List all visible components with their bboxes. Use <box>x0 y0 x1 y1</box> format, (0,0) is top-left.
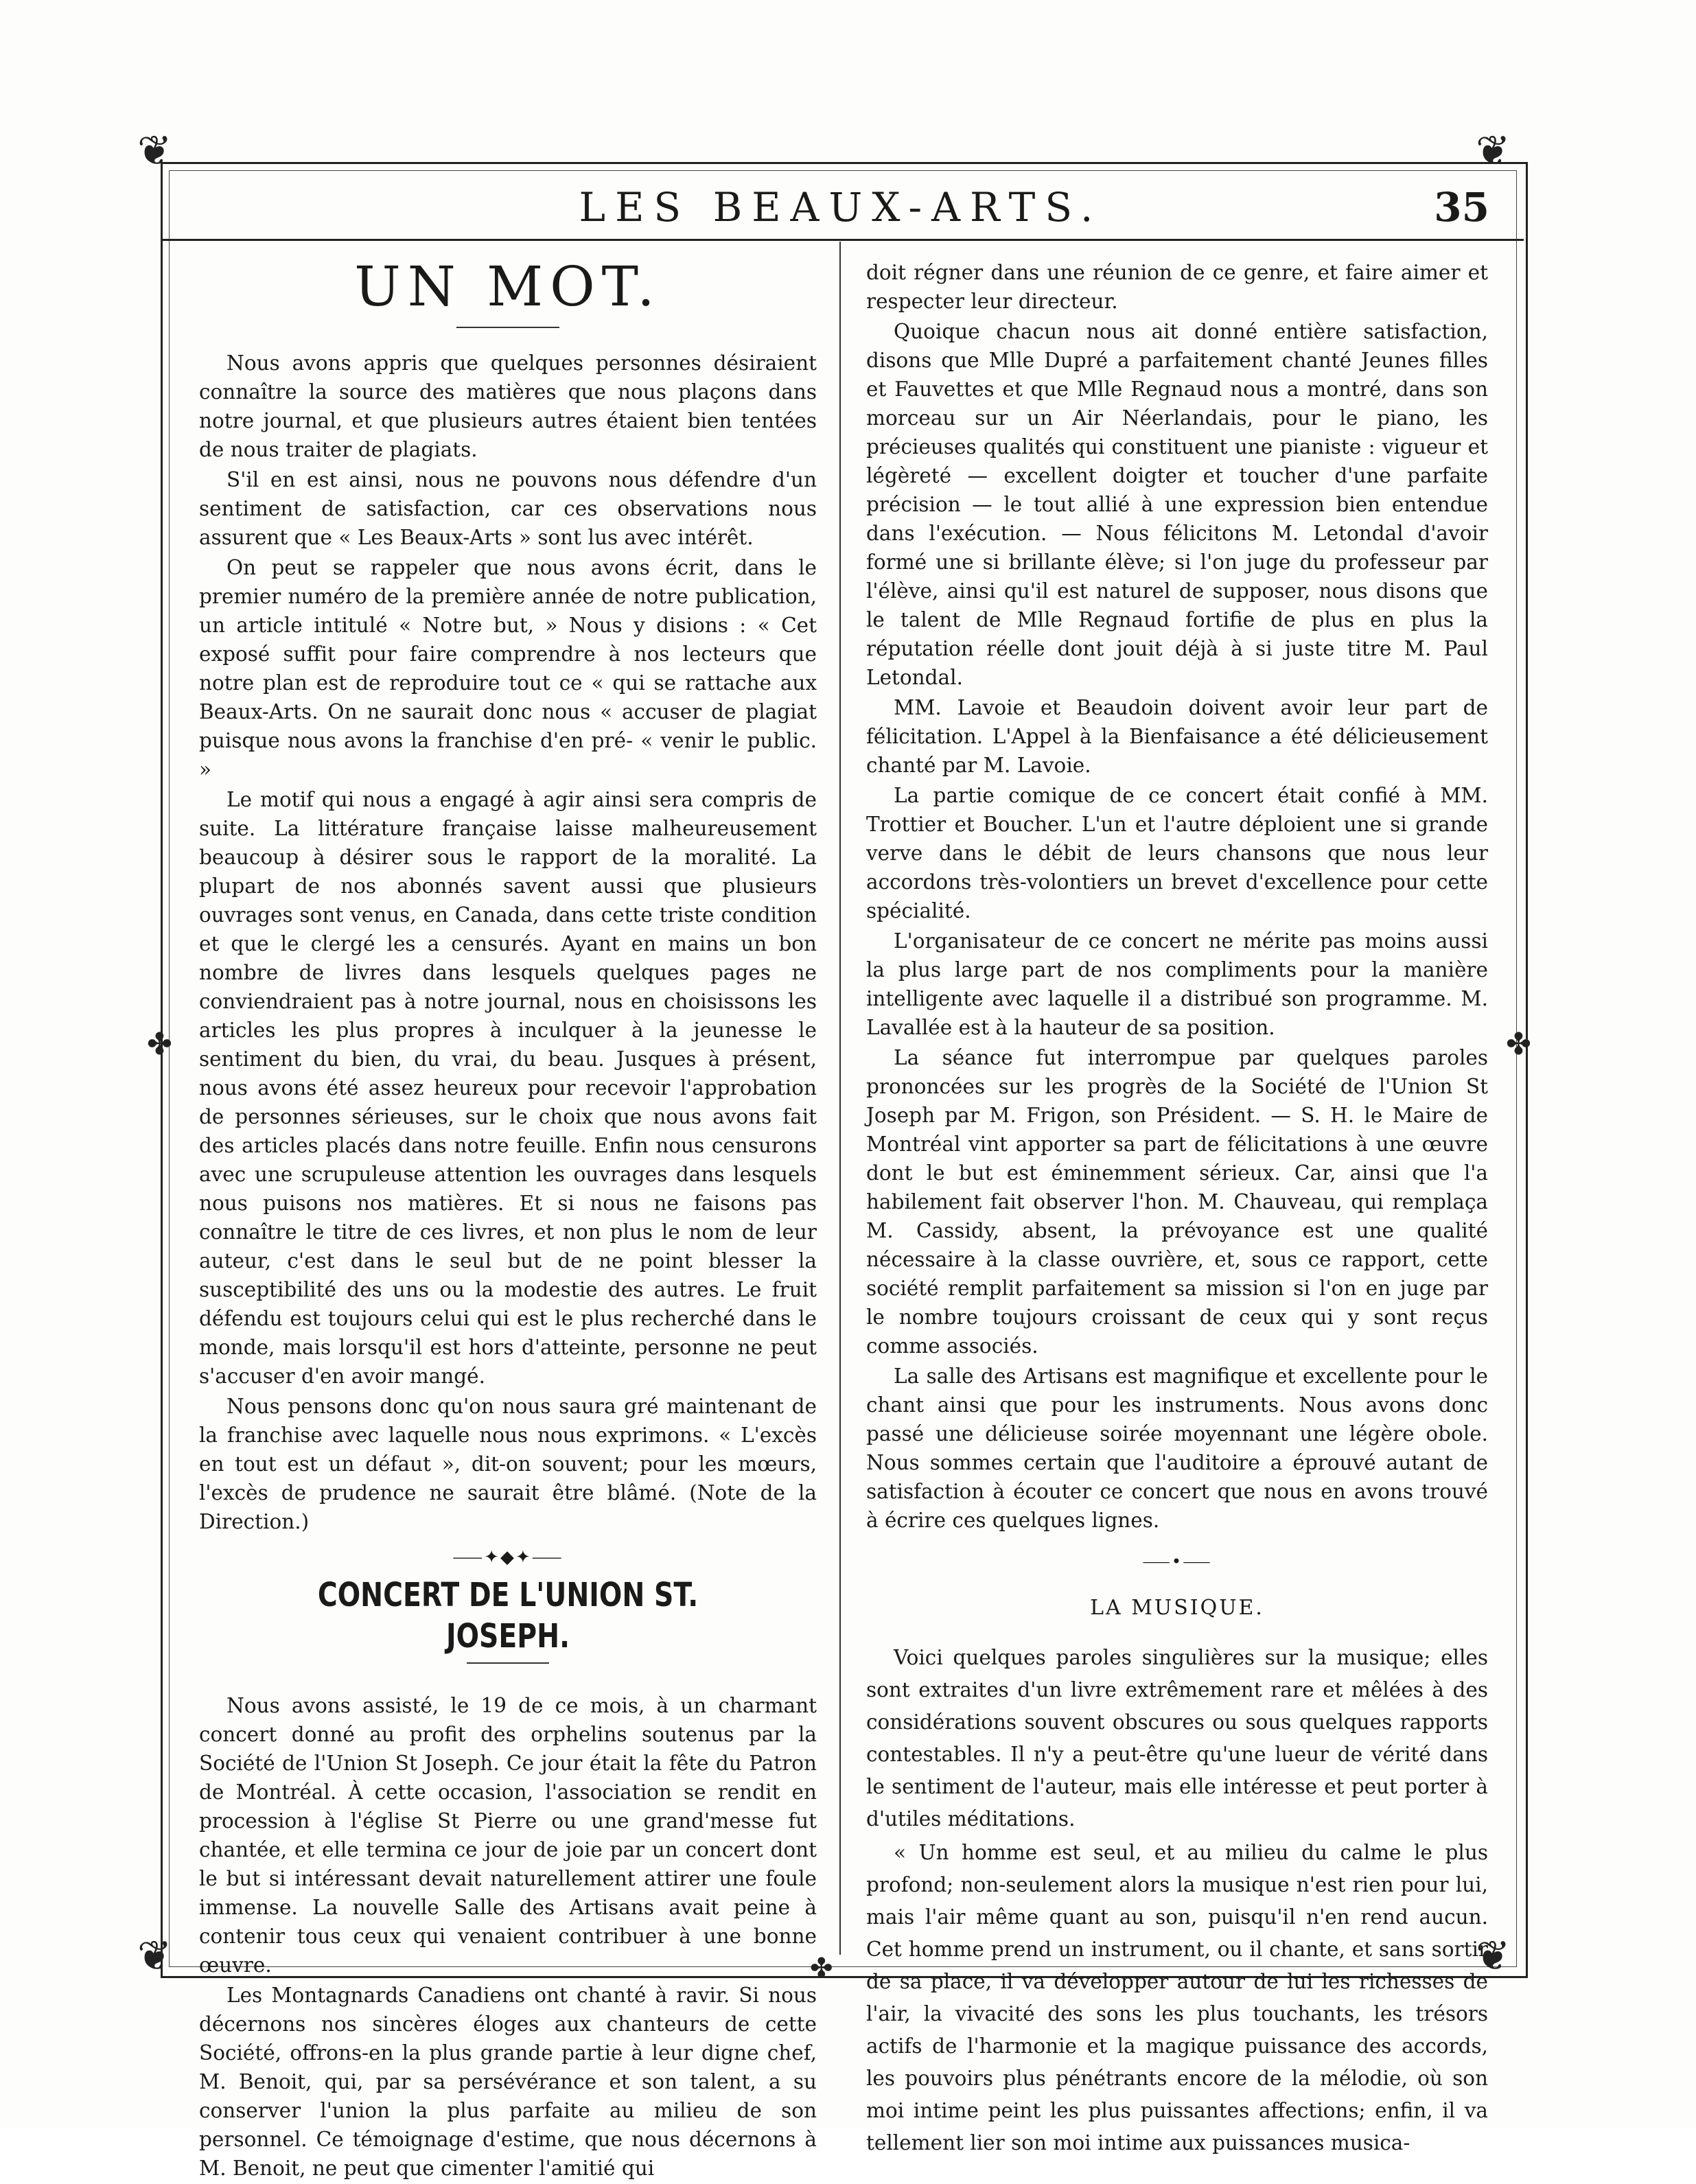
section-separator-icon: ⸺•⸺ <box>1142 1552 1212 1571</box>
article-paragraph: La séance fut interrompue par quelques paroles prononcées sur les progrès de la Société de l'Union St Joseph par M. Frigon, son Président. — S. H. le Maire de Montréal vint apporter sa part de félicitations à une œuvre dont le but est éminemment sérieux. Car, ainsi que l'a habilement fait observer l'hon. M. Chauveau, qui remplaça M. Cassidy, absent, la prévoyance est une qualité nécessaire à la classe ouvrière, et, sous ce rapport, cette société remplit parfaitement sa mission si l'on en juge par le nombre toujours croissant de ceux qui y sont reçus comme associés. <box>866 1046 1488 1358</box>
side-ornament-icon: ✤ <box>1506 1027 1531 1062</box>
article-paragraph: La salle des Artisans est magnifique et excellente pour le chant ainsi que pour les instruments. Nous avons donc passé une délicieuse soirée moyennant une légère obole. Nous sommes certain que l'auditoire a éprouvé autant de satisfaction à écouter ce concert que nous en avons trouvé à écrire ces quelques lignes. <box>866 1364 1488 1532</box>
article-paragraph: Voici quelques paroles singulières sur la musique; elles sont extraites d'un livre extrêmement rare et mêlées à des considérations souvent obscures ou sous quelques rapports contestables. Il n'y a peut-être qu'une lueur de vérité dans le sentiment de l'auteur, mais elle intéresse et peut porter à d'utiles méditations. <box>866 1646 1488 1831</box>
article-title-la-musique: LA MUSIQUE. <box>1090 1596 1264 1620</box>
column-divider <box>839 242 841 1955</box>
corner-ornament-icon: ❦ <box>137 1932 172 1980</box>
page-number: 35 <box>1434 184 1489 231</box>
title-rule <box>467 1662 549 1664</box>
article-paragraph: Les Montagnards Canadiens ont chanté à ravir. Si nous décernons nos sincères éloges aux chanteurs de cette Société, offrons-en la plus grande partie à leur digne chef, M. Benoit, qui, par sa persévérance et son talent, a su conserver l'union la plus parfaite au milieu de son personnel. Ce témoignage d'estime, que nous décernons à M. Benoit, ne peut que cimenter l'amitié qui <box>199 1984 817 2180</box>
corner-ornament-icon: ❦ <box>1476 127 1511 175</box>
journal-title: LES BEAUX-ARTS. <box>579 184 1103 231</box>
corner-ornament-icon: ❦ <box>137 127 172 175</box>
article-paragraph: Nous avons appris que quelques personnes désiraient connaître la source des matières que nous plaçons dans notre journal, et que plusieurs autres étaient bien tentées de nous traiter de plagiats. <box>199 351 817 461</box>
title-rule <box>456 327 559 328</box>
article-title-concert: CONCERT DE L'UNION ST. JOSEPH. <box>317 1576 699 1656</box>
bottom-ornament-icon: ✤ <box>810 1953 833 1984</box>
left-column <box>199 254 817 2184</box>
article-paragraph: Le motif qui nous a engagé à agir ainsi sera compris de suite. La littérature française laisse malheureusement beaucoup à désirer sous le rapport de la moralité. La plupart de nos abonnés savent aussi que plusieurs ouvrages sont venus, en Canada, dans cette triste condition et que le clergé les a censurés. Ayant en mains un bon nombre de livres dans lesquels quelques pages ne conviendraient pas à notre journal, nous en choisissons les articles les plus propres à inculquer à la jeunesse le sentiment du bien, du vrai, du beau. Jusques à présent, nous avons été assez heureux pour recevoir l'approbation de personnes sérieuses, sur le choix que nous avons fait des articles placés dans notre feuille. Enfin nous censurons avec une scrupuleuse attention les ouvrages dans lesquels nous puisons nos matières. Et si nous ne faisons pas connaître le titre de ces livres, et non plus le nom de leur auteur, c'est dans le seul but de ne point blesser la susceptibilité des uns ou la modestie des autres. Le fruit défendu est toujours celui qui est le plus recherché dans le monde, mais lorsqu'il est hors d'atteinte, personne ne peut s'accuser d'en avoir mangé. <box>199 788 817 1388</box>
right-column <box>866 258 1488 2161</box>
article-paragraph: On peut se rappeler que nous avons écrit, dans le premier numéro de la première année de notre publication, un article intitulé « Notre but, » Nous y disions : « Cet exposé suffit pour faire comprendre à nos lecteurs que notre plan est de reproduire tout ce « qui se rattache aux Beaux-Arts. On ne saurait donc nous « accuser de plagiat puisque nous avons la franchise d'en pré- « venir le public. » <box>199 556 817 781</box>
article-title-un-mot: UN MOT. <box>354 255 662 318</box>
article-paragraph: Nous pensons donc qu'on nous saura gré maintenant de la franchise avec laquelle nous nous exprimons. « L'excès en tout est un défaut », dit-on souvent; pour les mœurs, l'excès de prudence ne saurait être blâmé. (Note de la Direction.) <box>199 1395 817 1533</box>
article-paragraph: S'il en est ainsi, nous ne pouvons nous défendre d'un sentiment de satisfaction, car ces observations nous assurent que « Les Beaux-Arts » sont lus avec intérêt. <box>199 468 817 549</box>
section-separator-icon: ⸺✦◆✦⸺ <box>452 1547 564 1568</box>
article-paragraph: Nous avons assisté, le 19 de ce mois, à un charmant concert donné au profit des orphelins soutenus par la Société de l'Union St Joseph. Ce jour était la fête du Patron de Montréal. À cette occasion, l'association se rendit en procession à l'église St Pierre ou une grand'messe fut chantée, et elle termina ce jour de joie par un concert dont le but si intéressant devait naturellement attirer une foule immense. La nouvelle Salle des Artisans avait peine à contenir tous ceux qui venaient contribuer à une bonne œuvre. <box>199 1694 817 1977</box>
article-paragraph: La partie comique de ce concert était confié à MM. Trottier et Boucher. L'un et l'autre déploient une si grande verve dans le débit de leurs chansons que nous leur accordons très-volontiers un brevet d'excellence pour cette spécialité. <box>866 784 1488 922</box>
header-rule <box>162 239 1524 241</box>
side-ornament-icon: ✤ <box>147 1027 172 1062</box>
article-paragraph: MM. Lavoie et Beaudoin doivent avoir leur part de félicitation. L'Appel à la Bienfaisance a été délicieusement chanté par M. Lavoie. <box>866 696 1488 777</box>
article-paragraph: « Un homme est seul, et au milieu du calme le plus profond; non-seulement alors la musique n'est rien pour lui, mais l'air même quant au son, puisqu'il n'en rend aucun. Cet homme prend un instrument, ou il chante, et sans sortir de sa place, il va développer autour de lui les richesses de l'air, la vivacité des sons les plus touchants, les trésors actifs de l'harmonie et la magique puissance des accords, les pouvoirs plus pénétrants encore de la mélodie, où son moi intime peint les plus puissantes affections; enfin, il va tellement lier son moi intime aux puissances musica- <box>866 1841 1488 2154</box>
article-paragraph-continued: doit régner dans une réunion de ce genre, et faire aimer et respecter leur directeur. <box>866 261 1488 313</box>
page-header <box>172 180 1510 235</box>
corner-ornament-icon: ❦ <box>1476 1932 1511 1980</box>
article-paragraph: Quoique chacun nous ait donné entière satisfaction, disons que Mlle Dupré a parfaitement chanté Jeunes filles et Fauvettes et que Mlle Regnaud nous a montré, dans son morceau sur un Air Néerlandais, pour le piano, les précieuses qualités qui constituent une pianiste : vigueur et légèreté — excellent doigter et toucher d'une parfaite précision — le tout allié à une expression bien entendue dans l'exécution. — Nous félicitons M. Letondal d'avoir formé une si brillante élève; si l'on juge du professeur par l'élève, ainsi qu'il est naturel de supposer, nous disons que le talent de Mlle Regnaud fortifie de plus en plus la réputation réelle dont jouit déjà à si juste titre M. Paul Letondal. <box>866 320 1488 689</box>
article-paragraph: L'organisateur de ce concert ne mérite pas moins aussi la plus large part de nos compliments pour la manière intelligente avec laquelle il a distribué son programme. M. Lavallée est à la hauteur de sa position. <box>866 929 1488 1039</box>
